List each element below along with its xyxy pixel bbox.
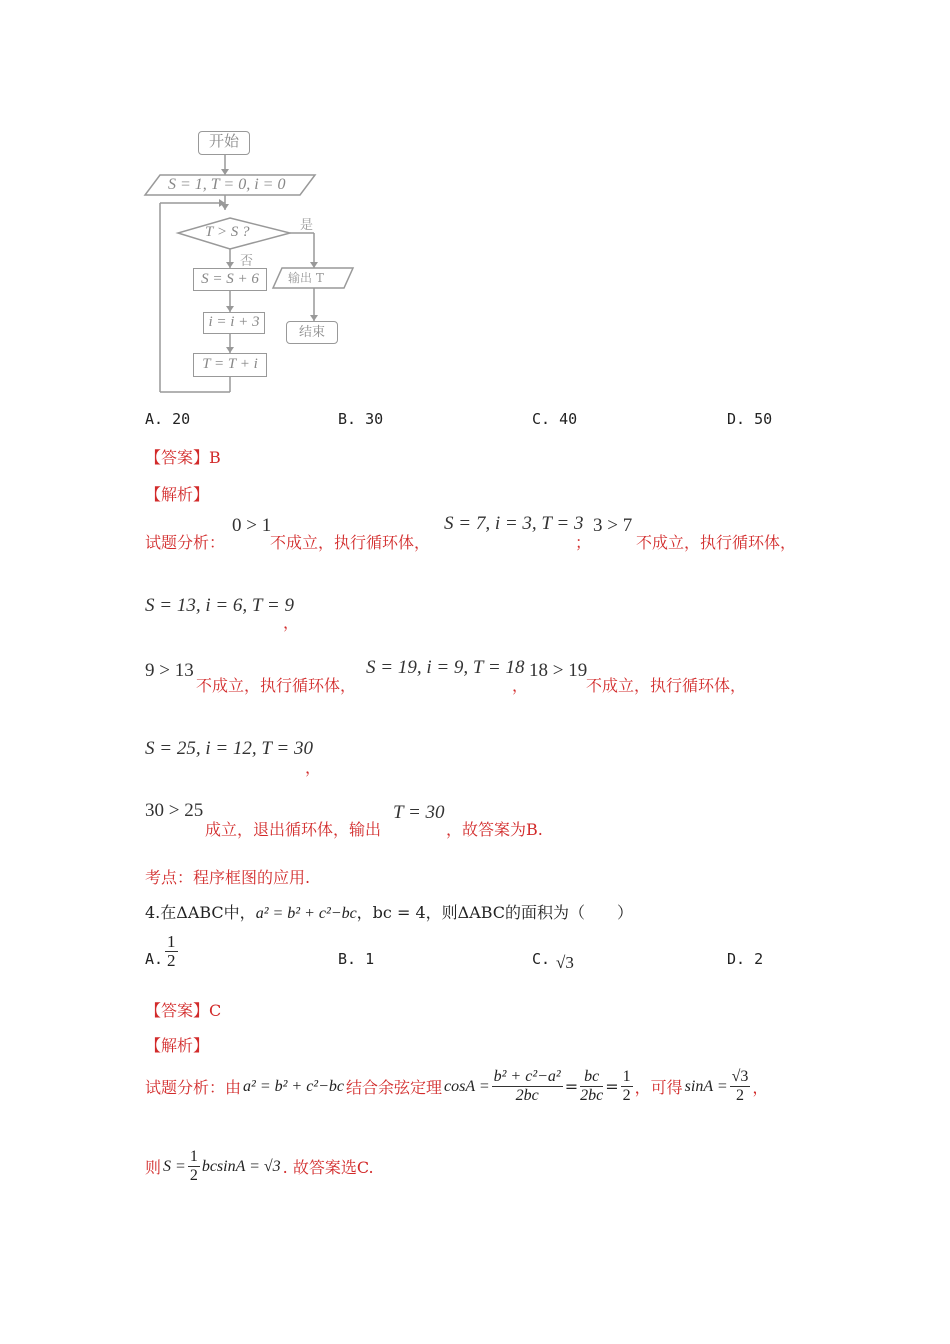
flowchart-yes-label: 是 xyxy=(300,218,314,233)
q4-a-eq2: = xyxy=(564,1077,579,1096)
q3-analysis-prefix: 试题分析： xyxy=(145,533,226,552)
q4-a-frac2-num: bc xyxy=(580,1068,603,1087)
flowchart-condition: T > S ? xyxy=(205,224,250,240)
flowchart-init: S = 1, T = 0, i = 0 xyxy=(168,176,286,193)
q4-a-sin: sinA = xyxy=(684,1077,728,1095)
q4-a-frac2-den: 2bc xyxy=(580,1087,604,1104)
q3-text-7: 不成立，执行循环体， xyxy=(586,676,747,695)
flowchart-end: 结束 xyxy=(286,321,338,344)
q4-a-frac4-num: √3 xyxy=(731,1068,749,1085)
q3-math-8: S = 25, i = 12, T = 30 xyxy=(145,738,313,759)
q4-a-frac1-num: b² + c²−a² xyxy=(493,1068,561,1085)
q4-answer: 【答案】C xyxy=(145,1001,222,1020)
flowchart-step-i: i = i + 3 xyxy=(203,312,265,334)
q3-math-1: 0 > 1 xyxy=(232,515,272,536)
q4-a-frac1-den: 2bc xyxy=(515,1087,539,1104)
flowchart-output: 输出 T xyxy=(288,271,324,285)
q3-option-c: C. 40 xyxy=(532,410,578,428)
q4-a-den: 2 xyxy=(167,951,176,970)
q4-a-comma: ， xyxy=(752,1078,769,1097)
q3-option-d: D. 50 xyxy=(727,410,773,428)
flowchart-start: 开始 xyxy=(198,131,250,155)
q4-option-d: D. 2 xyxy=(727,950,764,968)
q4-l2-end: . 故答案选C. xyxy=(282,1158,374,1177)
q4-a-num: 1 xyxy=(167,932,176,951)
q4-a-eq3: = xyxy=(605,1077,619,1096)
q4-option-b: B. 1 xyxy=(338,950,375,968)
q3-math-7: 18 > 19 xyxy=(529,660,588,681)
q4-l2-rest: bcsinA = √3 xyxy=(201,1157,281,1175)
q3-math-6: S = 19, i = 9, T = 18 xyxy=(366,657,525,678)
q4-a-eq: a² = b² + c²−bc xyxy=(243,1077,344,1095)
q3-math-3: 3 > 7 xyxy=(593,515,633,536)
q3-text-9: 成立，退出循环体，输出 xyxy=(205,820,382,839)
q4-a-mid: 结合余弦定理 xyxy=(346,1078,443,1097)
q4-a-frac4-den: 2 xyxy=(736,1087,744,1104)
q4-option-c-value: √3 xyxy=(556,953,574,972)
q3-text-4: ， xyxy=(283,613,300,632)
q4-analysis-line-1 xyxy=(145,1068,768,1105)
q3-text-10: ，故答案为B. xyxy=(446,820,543,839)
q3-math-2: S = 7, i = 3, T = 3 xyxy=(444,513,584,534)
q3-analysis-heading: 【解析】 xyxy=(145,485,210,504)
q4-a-frac3-num: 1 xyxy=(622,1068,631,1085)
q3-text-6: ， xyxy=(512,676,529,695)
q4-a-frac3 xyxy=(621,1068,633,1105)
q4-l2-frac xyxy=(188,1148,200,1185)
q4-l2-ze: 则 xyxy=(145,1158,162,1177)
q4-analysis-heading: 【解析】 xyxy=(145,1036,210,1055)
q3-math-5: 9 > 13 xyxy=(145,660,194,681)
q3-math-4: S = 13, i = 6, T = 9 xyxy=(145,595,294,616)
flowchart-no-label: 否 xyxy=(240,254,254,269)
q4-prefix: 4.在ΔABC中， xyxy=(145,903,256,922)
q4-a-frac3-den: 2 xyxy=(622,1087,631,1104)
q3-kaodian: 考点：程序框图的应用. xyxy=(145,868,311,887)
q3-math-10: T = 30 xyxy=(393,802,445,823)
q3-math-9: 30 > 25 xyxy=(145,800,204,821)
q4-a-frac1 xyxy=(492,1068,563,1105)
q4-option-a-label: A. xyxy=(145,950,164,968)
flowchart-step-s: S = S + 6 xyxy=(193,268,267,291)
q4-a-prefix: 试题分析：由 xyxy=(145,1078,242,1097)
q4-a-cos: cosA = xyxy=(444,1077,490,1095)
q4-a-keyi: ，可得 xyxy=(634,1078,683,1097)
q3-text-3: 不成立，执行循环体， xyxy=(636,533,797,552)
q4-a-frac4 xyxy=(730,1068,751,1105)
q4-question-rest: ，bc = 4，则ΔABC的面积为（ ） xyxy=(356,903,634,922)
q4-l2-frac-num: 1 xyxy=(189,1148,198,1165)
flowchart-step-t: T = T + i xyxy=(193,353,267,377)
q4-option-a-frac xyxy=(165,933,178,970)
q3-text-2: ； xyxy=(575,533,592,552)
q4-a-frac2 xyxy=(580,1068,603,1105)
q4-analysis-line-2 xyxy=(145,1148,374,1185)
q4-option-c-label: C. xyxy=(532,950,551,968)
q3-text-1: 不成立，执行循环体， xyxy=(270,533,431,552)
q3-text-8: ， xyxy=(305,758,322,777)
q3-answer: 【答案】B xyxy=(145,448,221,467)
q4-equation: a² = b² + c²−bc xyxy=(255,905,357,922)
q4-l2-s: S = xyxy=(163,1157,186,1175)
q3-text-5: 不成立，执行循环体， xyxy=(196,676,357,695)
q3-option-b: B. 30 xyxy=(338,410,384,428)
q4-question xyxy=(145,900,633,923)
q4-l2-frac-den: 2 xyxy=(189,1167,198,1184)
q3-option-a: A. 20 xyxy=(145,410,191,428)
